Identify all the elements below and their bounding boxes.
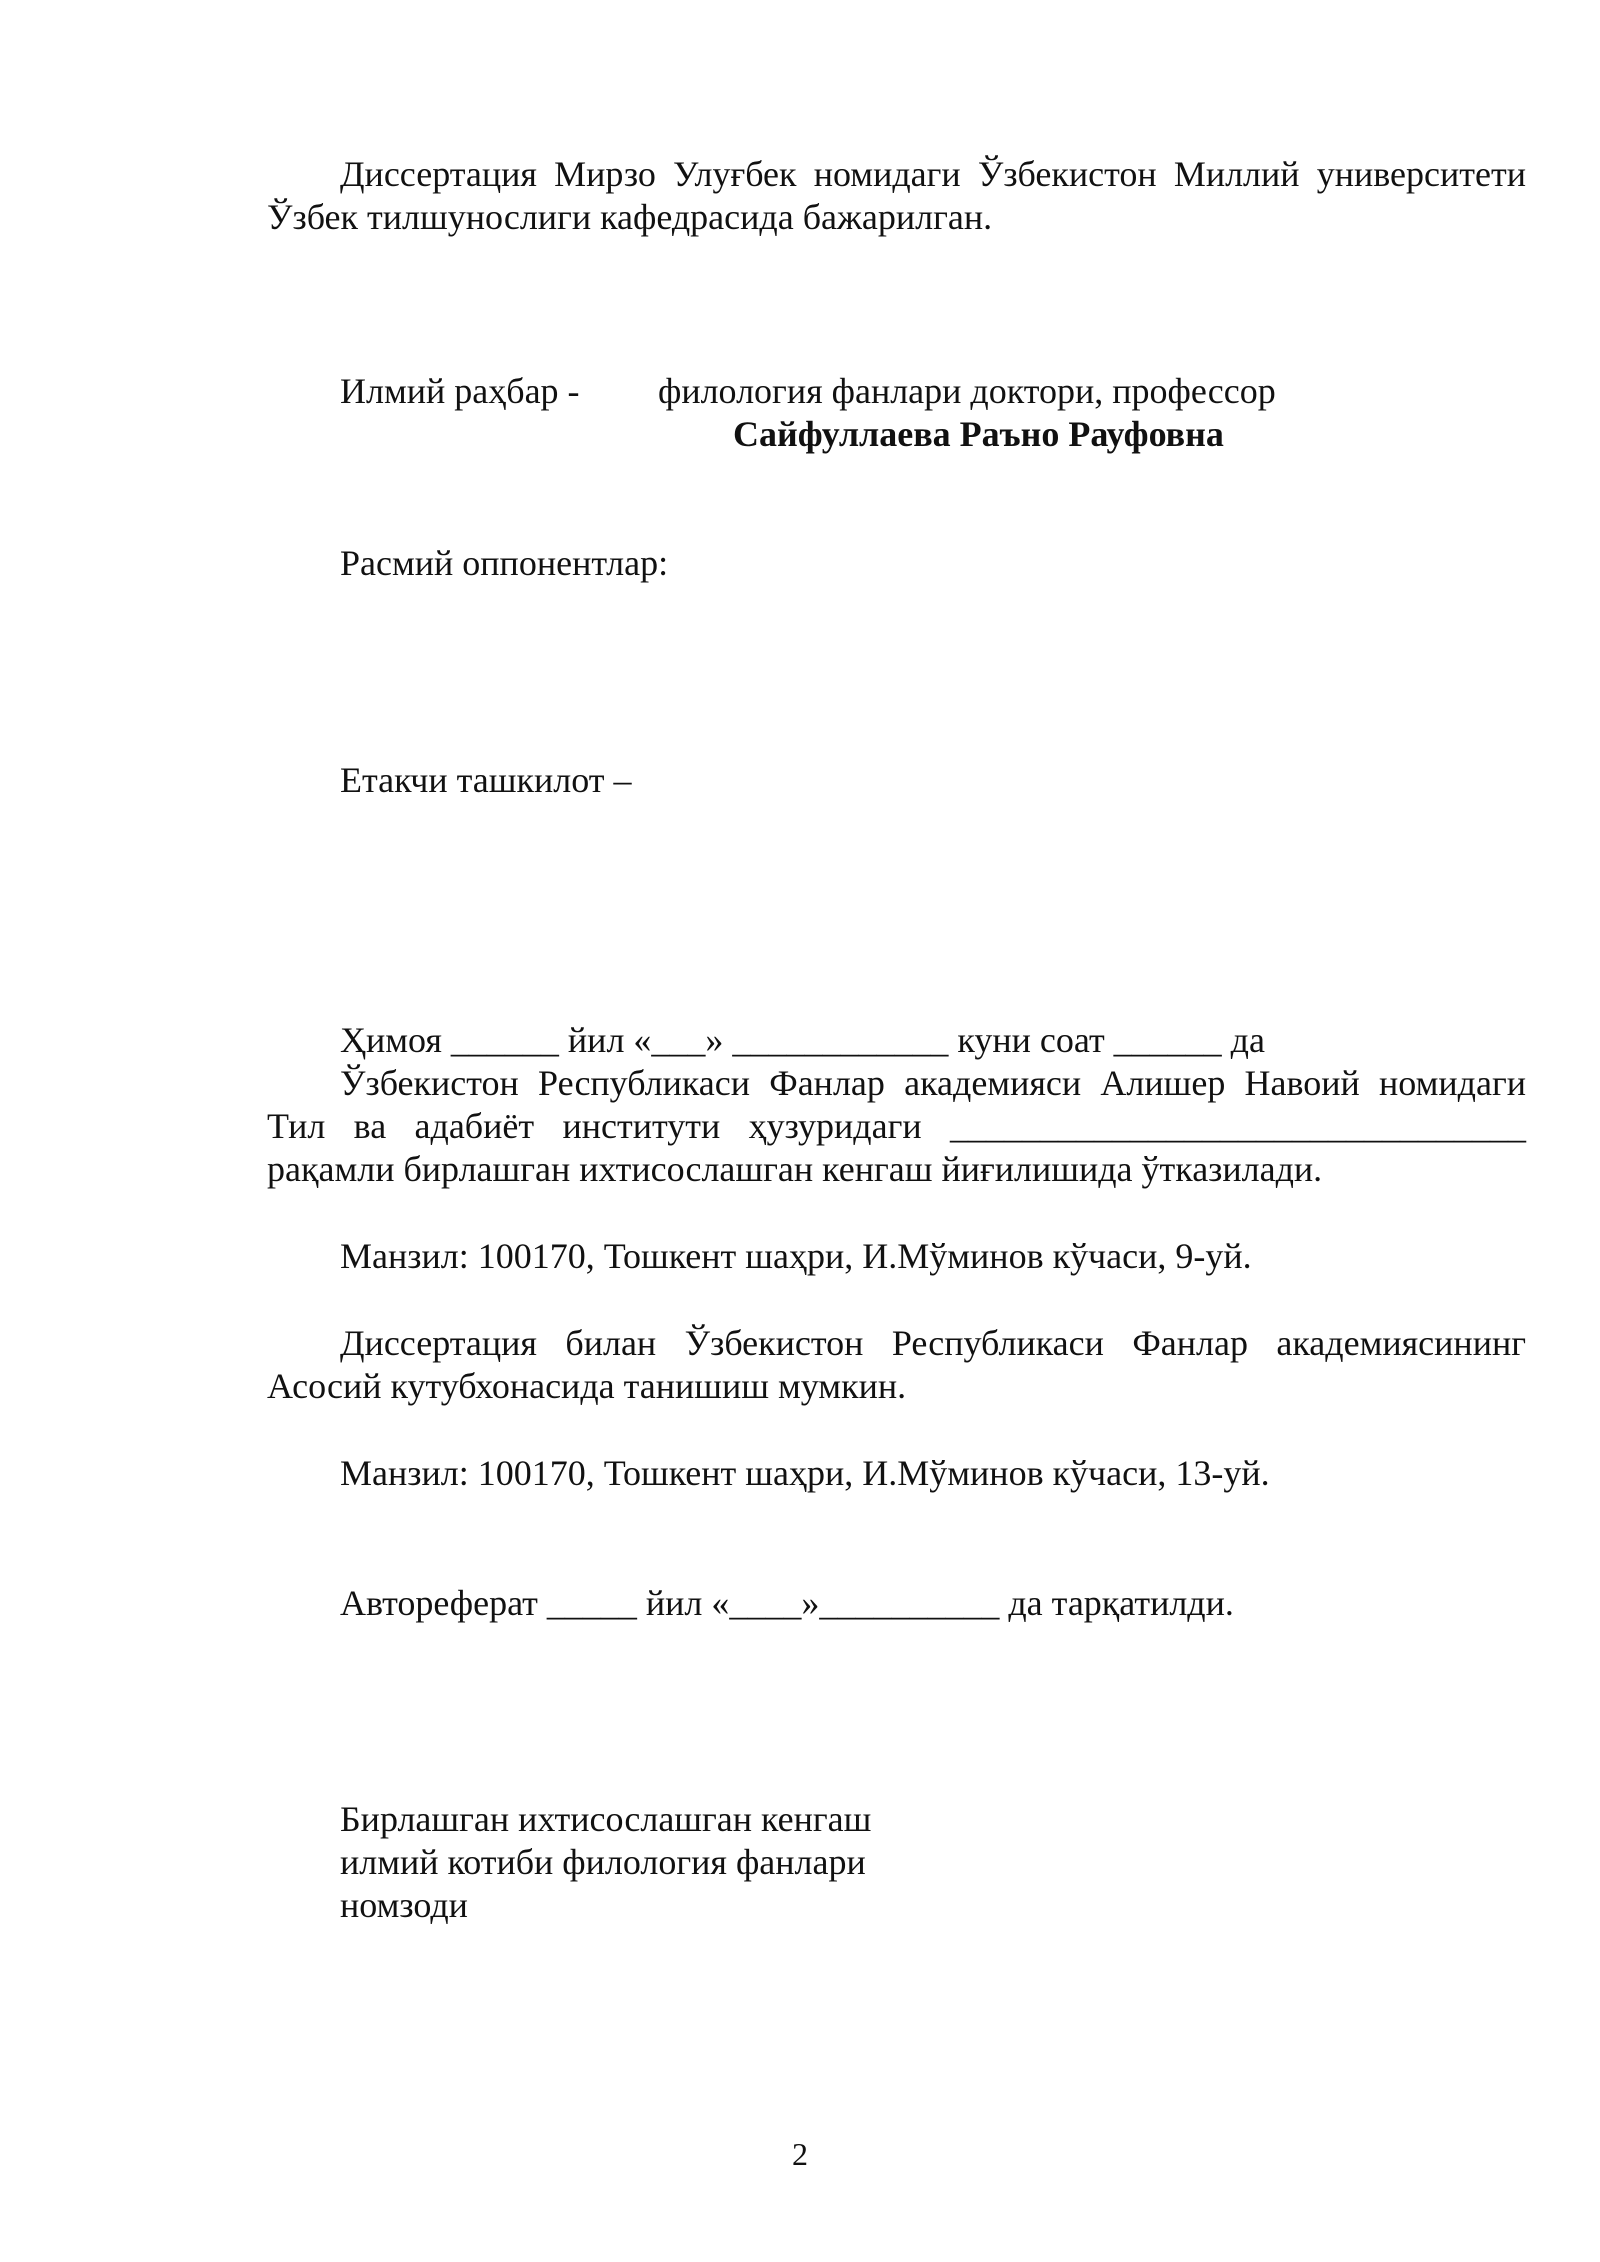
secretary-line: Бирлашган ихтисослашган кенгаш xyxy=(340,1799,872,1839)
library-paragraph: Диссертация билан Ўзбекистон Республикаси Фанлар академиясининг Асосий кутубхонасида танишиш мумкин. xyxy=(267,1323,1526,1406)
advisor-row xyxy=(340,370,1440,413)
lead-organization-label: Етакчи ташкилот – xyxy=(340,760,632,800)
secretary-line: номзоди xyxy=(340,1885,468,1925)
advisor-title: филология фанлари доктори, профессор xyxy=(658,371,1276,411)
secretary-block xyxy=(267,1798,1599,1927)
opponents-label: Расмий оппонентлар: xyxy=(340,543,669,583)
advisor-label: Илмий раҳбар - xyxy=(340,371,580,411)
defense-paragraph: Ўзбекистон Республикаси Фанлар академияси Алишер Навоий номидаги Тил ва адабиёт институти ҳузуридаги ________________________________ рақамли бирлашган ихтисослашган кенгаш йиғилишида ўтказилади. xyxy=(267,1063,1526,1189)
address-line-1: Манзил: 100170, Тошкент шаҳри, И.Мўминов кўчаси, 9-уй. xyxy=(340,1236,1252,1276)
address-line-2: Манзил: 100170, Тошкент шаҳри, И.Мўминов кўчаси, 13-уй. xyxy=(340,1453,1270,1493)
defense-line: Ҳимоя ______ йил «___» ____________ куни соат ______ да xyxy=(340,1020,1265,1060)
intro-paragraph: Диссертация Мирзо Улуғбек номидаги Ўзбекистон Миллий университети Ўзбек тилшунослиги кафедрасида бажарилган. xyxy=(267,154,1526,237)
secretary-line: илмий котиби филология фанлари xyxy=(340,1842,866,1882)
page-number: 2 xyxy=(792,2136,808,2172)
abstract-distribution-line: Автореферат _____ йил «____»__________ да тарқатилди. xyxy=(340,1583,1234,1623)
advisor-name: Сайфуллаева Раъно Рауфовна xyxy=(733,414,1224,454)
